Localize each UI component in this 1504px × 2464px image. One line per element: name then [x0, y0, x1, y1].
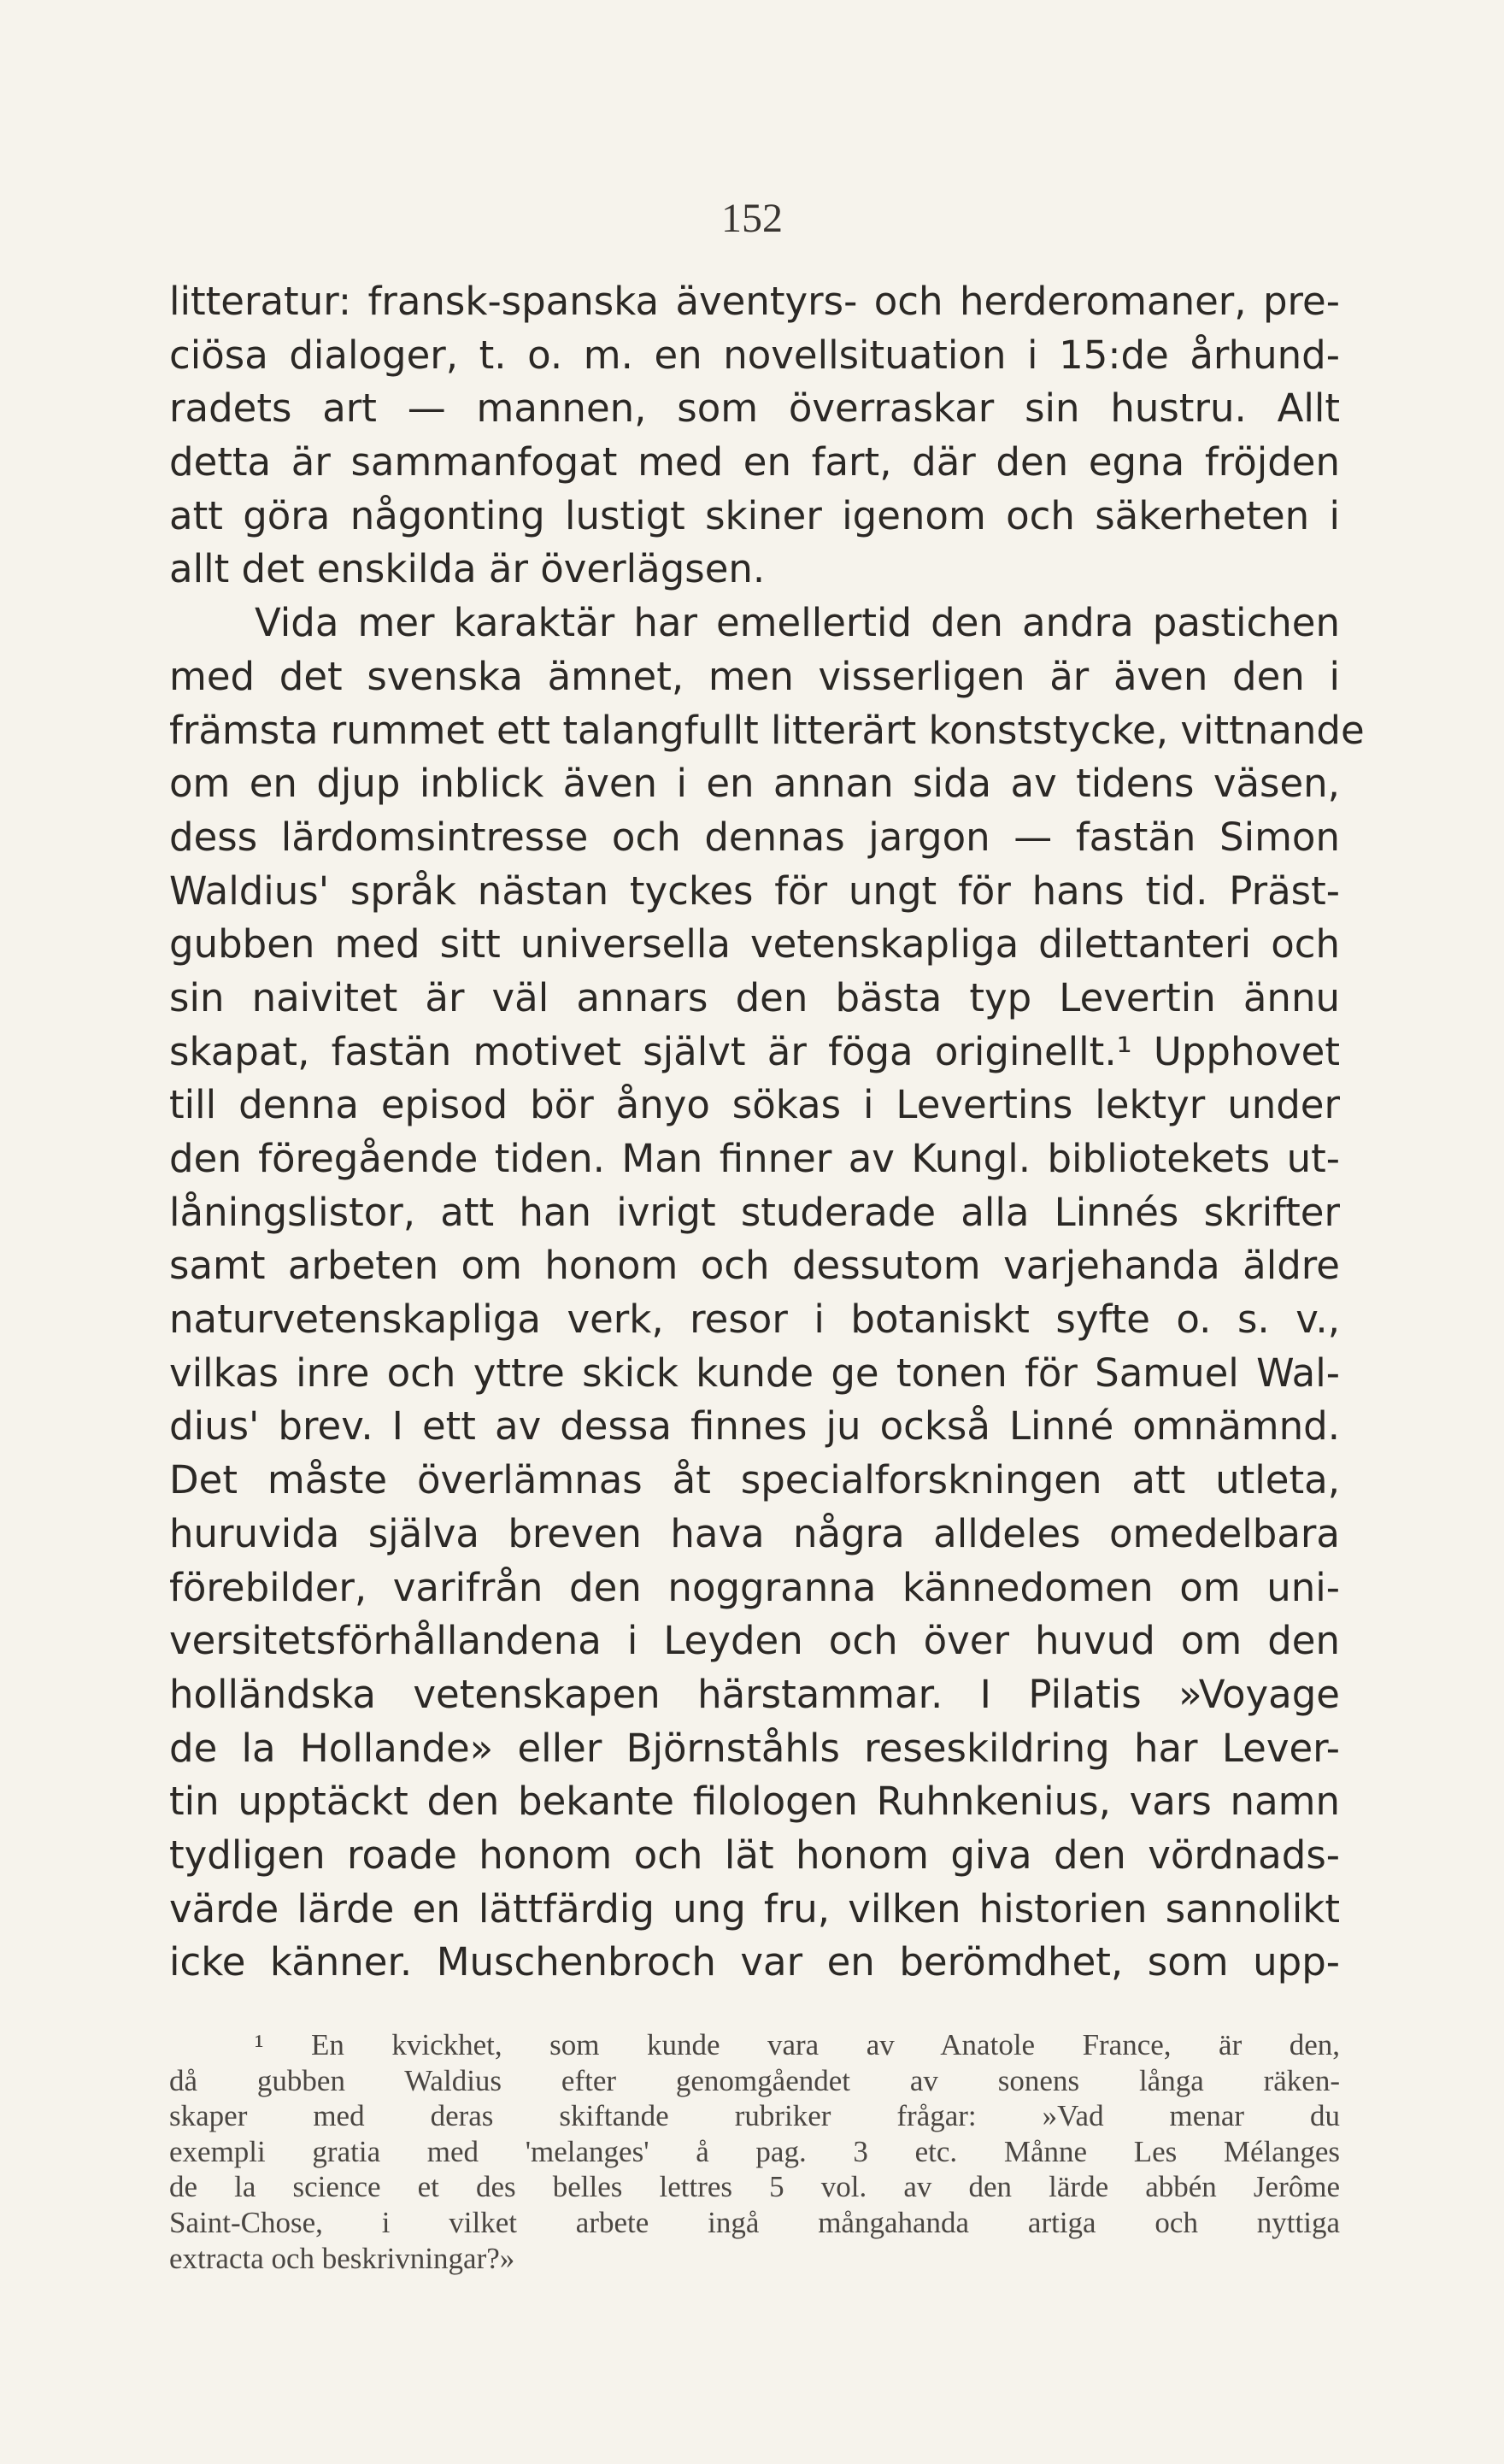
text-line: litteratur: fransk-spanska äventyrs- och herderomaner, pre- — [169, 279, 1340, 324]
text-line: samt arbeten om honom och dessutom varjehanda äldre — [169, 1243, 1340, 1289]
page-number: 152 — [721, 196, 783, 241]
footnote-line: de la science et des belles lettres 5 vol. av den lärde abbén Jerôme — [169, 2170, 1340, 2204]
text-line: främsta rummet ett talangfullt litterärt konststycke, vittnande — [169, 707, 1365, 753]
text-line: gubben med sitt universella vetenskapliga dilettanteri och — [169, 921, 1340, 967]
body-text — [169, 275, 1365, 1990]
footnote — [169, 2027, 1340, 2276]
footnote-line: då gubben Waldius efter genomgåendet av sonens långa räken- — [169, 2063, 1340, 2097]
text-line: Vida mer karaktär har emellertid den andra pastichen — [255, 600, 1340, 646]
footnote-line: Saint-Chose, i vilket arbete ingå mångahanda artiga och nyttiga — [169, 2205, 1340, 2239]
text-line: att göra någonting lustigt skiner igenom och säkerheten i — [169, 492, 1340, 538]
text-line: skapat, fastän motivet självt är föga originellt.¹ Upphovet — [169, 1028, 1340, 1074]
text-line: förebilder, varifrån den noggranna kännedomen om uni- — [169, 1564, 1340, 1610]
text-line: detta är sammanfogat med en fart, där den egna fröjden — [169, 439, 1340, 485]
text-line: sin naivitet är väl annars den bästa typ Levertin ännu — [169, 974, 1340, 1020]
text-line: tin upptäckt den bekante filologen Ruhnkenius, vars namn — [169, 1779, 1340, 1825]
text-line: med det svenska ämnet, men visserligen är även den i — [169, 653, 1340, 699]
text-line: Waldius' språk nästan tyckes för ungt för hans tid. Präst- — [169, 867, 1340, 914]
footnote-line: ¹ En kvickhet, som kunde vara av Anatole France, är den, — [255, 2028, 1340, 2061]
footnote-line: extracta och beskrivningar?» — [169, 2241, 515, 2275]
text-line: dess lärdomsintresse och dennas jargon — fastän Simon — [169, 814, 1340, 860]
text-line: tydligen roade honom och lät honom giva den vördnads- — [169, 1832, 1340, 1878]
text-line: den föregående tiden. Man finner av Kungl. bibliotekets ut- — [169, 1136, 1340, 1181]
text-line: låningslistor, att han ivrigt studerade alla Linnés skrifter — [169, 1189, 1340, 1235]
text-line: icke känner. Muschenbroch var en berömdhet, som upp- — [169, 1939, 1340, 1985]
text-line: till denna episod bör ånyo sökas i Levertins lektyr under — [169, 1082, 1340, 1128]
text-line: versitetsförhållandena i Leyden och över huvud om den — [169, 1618, 1340, 1664]
text-line: dius' brev. I ett av dessa finnes ju också Linné omnämnd. — [169, 1403, 1340, 1450]
footnote-line: exempli gratia med 'melanges' å pag. 3 etc. Månne Les Mélanges — [169, 2134, 1340, 2168]
text-line: naturvetenskapliga verk, resor i botaniskt syfte o. s. v., — [169, 1297, 1340, 1343]
text-line: vilkas inre och yttre skick kunde ge tonen för Samuel Wal- — [169, 1350, 1340, 1396]
text-line: huruvida själva breven hava några alldeles omedelbara — [169, 1510, 1340, 1556]
footnote-line: skaper med deras skiftande rubriker frågar: »Vad menar du — [169, 2099, 1340, 2133]
text-line: om en djup inblick även i en annan sida av tidens väsen, — [169, 761, 1340, 807]
text-line: allt det enskilda är överlägsen. — [169, 546, 766, 592]
text-line: ciösa dialoger, t. o. m. en novellsituation i 15:de århund- — [169, 332, 1340, 378]
text-line: Det måste överlämnas åt specialforskningen att utleta, — [169, 1457, 1340, 1503]
text-line: holländska vetenskapen härstammar. I Pilatis »Voyage — [169, 1671, 1340, 1717]
text-line: de la Hollande» eller Björnståhls reseskildring har Lever- — [169, 1725, 1340, 1771]
text-line: radets art — mannen, som överraskar sin hustru. Allt — [169, 385, 1340, 432]
text-line: värde lärde en lättfärdig ung fru, vilken historien sannolikt — [169, 1885, 1340, 1932]
